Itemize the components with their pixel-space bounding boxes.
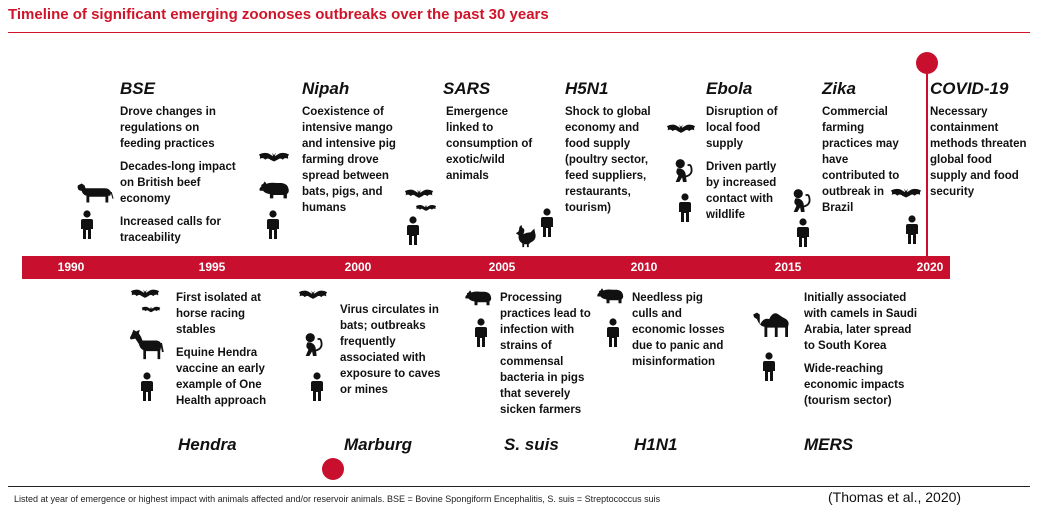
outbreak-line: Shock to global economy and food supply (poultry sector, feed suppliers, restaurants, tourism) (565, 106, 651, 214)
outbreak-name-nipah: Nipah (302, 79, 350, 98)
outbreak-line: Needless pig culls and economic losses due to panic and misinformation (632, 292, 725, 368)
marburg-marker-dot (322, 458, 344, 480)
outbreak-line: Commercial farming practices may have contributed to outbreak in Brazil (822, 106, 900, 214)
outbreak-name-ebola: Ebola (706, 79, 753, 98)
year-label-2015: 2015 (774, 260, 802, 274)
pig-icon (258, 178, 292, 200)
human-icon (905, 215, 919, 245)
outbreak-name-hendra: Hendra (178, 435, 237, 454)
outbreak-name-s-suis: S. suis (504, 435, 559, 454)
bat-icon (140, 305, 162, 315)
outbreak-name-covid-19: COVID-19 (930, 79, 1009, 98)
human-icon (310, 372, 324, 402)
outbreak-desc-h1n1 (632, 290, 732, 377)
outbreak-line: Coexistence of intensive mango and intensive pig farming drove spread between bats, pigs, and humans (302, 106, 396, 214)
monkey-icon (302, 332, 324, 358)
outbreak-desc-nipah (302, 104, 404, 223)
bat-icon (128, 287, 162, 302)
outbreak-name-sars: SARS (443, 79, 491, 98)
outbreak-line: Emergence linked to consumption of exotic/wild animals (446, 106, 533, 182)
chart-title: Timeline of significant emerging zoonoses outbreaks over the past 30 years (8, 6, 549, 23)
year-label-1990: 1990 (57, 260, 85, 274)
human-icon (606, 318, 620, 348)
outbreak-desc-bse (120, 104, 240, 253)
human-icon (762, 352, 776, 382)
outbreak-line: Initially associated with camels in Saudi Arabia, later spread to South Korea (804, 292, 918, 352)
outbreak-desc-covid-19 (930, 104, 1028, 207)
outbreak-line: Equine Hendra vaccine an early example of One Health approach (176, 347, 267, 407)
timeline-bar (22, 256, 950, 279)
covid-marker-line (926, 64, 928, 258)
pig-icon (596, 286, 626, 304)
year-label-2020: 2020 (916, 260, 944, 274)
outbreak-line: First isolated at horse racing stables (176, 292, 261, 336)
covid-marker-dot (916, 52, 938, 74)
chicken-icon (514, 224, 538, 248)
human-icon (678, 193, 692, 223)
year-label-1995: 1995 (198, 260, 226, 274)
human-icon (796, 218, 810, 248)
outbreak-desc-s-suis (500, 290, 604, 425)
title-divider (8, 32, 1030, 33)
outbreak-name-h1n1: H1N1 (634, 435, 678, 454)
outbreak-line: Virus circulates in bats; outbreaks frequently associated with exposure to caves or mines (340, 304, 441, 396)
pig-icon (464, 288, 494, 306)
year-label-2005: 2005 (488, 260, 516, 274)
outbreak-desc-h5n1 (565, 104, 665, 223)
outbreak-desc-ebola (706, 104, 792, 230)
citation: (Thomas et al., 2020) (828, 489, 962, 505)
outbreak-desc-hendra (176, 290, 276, 416)
cow-icon (76, 180, 114, 204)
bat-icon (414, 203, 438, 214)
outbreak-desc-sars (446, 104, 540, 191)
outbreak-line: Driven partly by increased contact with wildlife (706, 161, 777, 221)
outbreak-name-h5n1: H5N1 (565, 79, 609, 98)
human-icon (474, 318, 488, 348)
camel-icon (750, 306, 794, 338)
outbreak-desc-marburg (340, 302, 444, 405)
bat-icon (256, 150, 292, 166)
monkey-icon (672, 158, 694, 184)
outbreak-line: Wide-reaching economic impacts (tourism sector) (804, 363, 905, 407)
bat-icon (296, 288, 330, 303)
outbreak-line: Drove changes in regulations on feeding practices (120, 106, 216, 150)
human-icon (140, 372, 154, 402)
bat-icon (402, 187, 436, 202)
outbreak-line: Decades-long impact on British beef economy (120, 161, 236, 205)
human-icon (540, 208, 554, 238)
outbreak-line: Processing practices lead to infection with strains of commensal bacteria in pigs that severely sicken farmers (500, 292, 591, 416)
year-label-2000: 2000 (344, 260, 372, 274)
bat-icon (888, 186, 924, 202)
outbreak-line: Disruption of local food supply (706, 106, 778, 150)
footnote: Listed at year of emergence or highest impact with animals affected and/or reservoir animals. BSE = Bovine Spongiform Encephalitis, S. suis = Streptococcus suis (14, 494, 661, 504)
year-label-2010: 2010 (630, 260, 658, 274)
outbreak-name-mers: MERS (804, 435, 854, 454)
outbreak-desc-zika (822, 104, 906, 223)
horse-icon (128, 328, 164, 360)
outbreak-name-zika: Zika (822, 79, 857, 98)
outbreak-line: Necessary containment methods threaten global food supply and food security (930, 106, 1027, 198)
monkey-icon (790, 188, 812, 214)
outbreak-desc-mers (804, 290, 920, 416)
human-icon (266, 210, 280, 240)
bat-icon (664, 122, 698, 137)
outbreak-name-bse: BSE (120, 79, 155, 98)
outbreak-name-marburg: Marburg (344, 435, 412, 454)
human-icon (406, 216, 420, 246)
human-icon (80, 210, 94, 240)
footer-divider (8, 486, 1030, 487)
outbreak-line: Increased calls for traceability (120, 216, 221, 244)
